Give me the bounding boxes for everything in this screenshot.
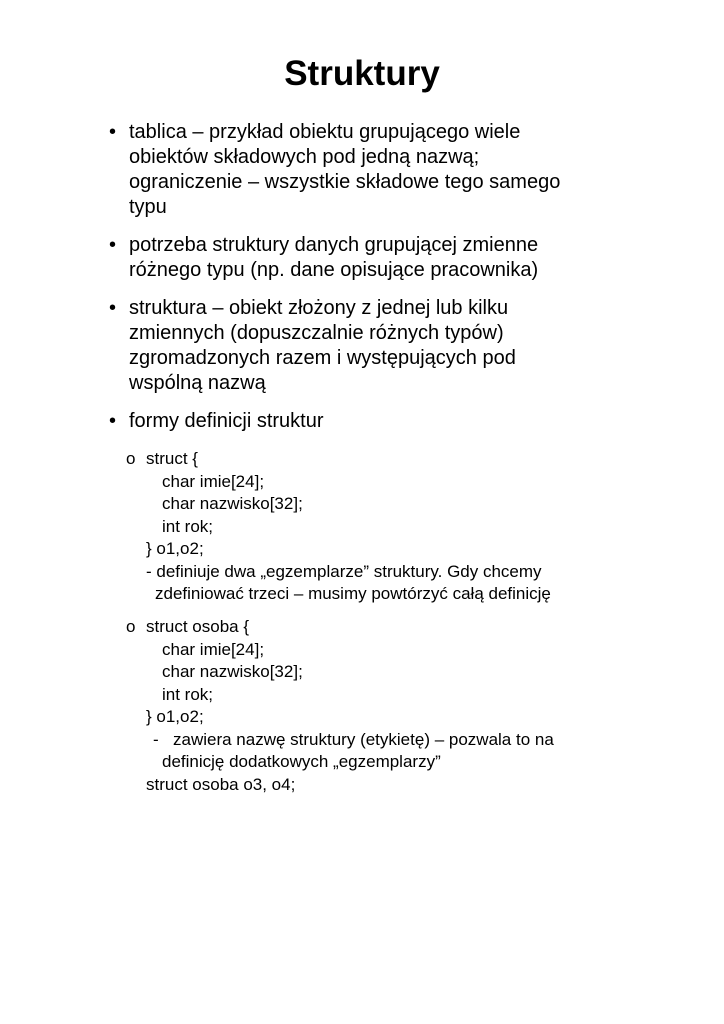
code-line: char imie[24]; <box>162 639 265 659</box>
note-line: definicję dodatkowych „egzemplarzy” <box>162 752 441 771</box>
note-line: - definiuje dwa „egzemplarze” struktury. Gdy chcemy <box>146 561 542 581</box>
note-dash: - <box>153 729 159 749</box>
bullet-item-struktura <box>0 296 609 396</box>
bullet-item-tablica <box>0 120 609 220</box>
bullet-list <box>0 120 724 447</box>
bullet-dot-icon: • <box>109 297 117 319</box>
code-line: int rok; <box>162 684 214 704</box>
bullet-dot-icon: • <box>109 121 117 143</box>
bullet-text-line: wspólną nazwą <box>129 372 266 394</box>
code-line: } o1,o2; <box>146 539 204 558</box>
bullet-text-line: obiektów składowych pod jedną nazwą; <box>129 146 480 168</box>
page-title: Struktury <box>284 54 440 93</box>
bullet-item-formy <box>0 409 609 434</box>
code-line: int rok; <box>162 516 214 536</box>
bullet-text-line: ograniczenie – wszystkie składowe tego samego <box>129 171 561 193</box>
sub-bullet-circle-icon: o <box>126 449 136 468</box>
bullet-text-line: zmiennych (dopuszczalnie różnych typów) <box>129 322 504 344</box>
code-line: } o1,o2; <box>146 707 204 726</box>
bullet-text-line: struktura – obiekt złożony z jednej lub kilku <box>129 297 509 319</box>
bullet-dot-icon: • <box>109 234 117 256</box>
code-line: struct osoba o3, o4; <box>146 774 296 794</box>
code-line: struct osoba { <box>146 617 250 636</box>
bullet-text-line: zgromadzonych razem i występujących pod <box>129 347 516 369</box>
code-line: struct { <box>146 449 198 468</box>
bullet-text-line: formy definicji struktur <box>129 410 324 432</box>
code-line: char imie[24]; <box>162 471 265 491</box>
sub-bullet-circle-icon: o <box>126 617 136 636</box>
code-line: char nazwisko[32]; <box>162 494 303 513</box>
bullet-text-line: tablica – przykład obiektu grupującego wiele <box>129 121 521 143</box>
note-line: zdefiniować trzeci – musimy powtórzyć całą definicję <box>155 584 551 603</box>
bullet-item-potrzeba <box>0 233 609 283</box>
code-line: char nazwisko[32]; <box>162 662 303 681</box>
bullet-text-line: typu <box>129 196 167 218</box>
note-line: zawiera nazwę struktury (etykietę) – pozwala to na <box>173 729 554 749</box>
bullet-text-line: różnego typu (np. dane opisujące pracownika) <box>129 259 539 281</box>
bullet-text-line: potrzeba struktury danych grupującej zmienne <box>129 234 539 256</box>
bullet-dot-icon: • <box>109 410 117 432</box>
